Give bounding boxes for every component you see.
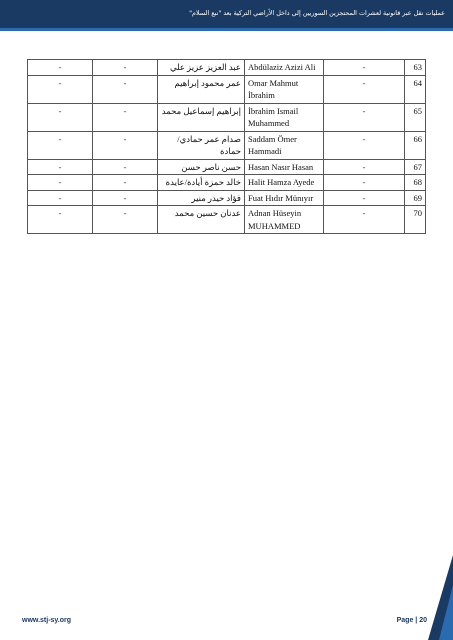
table-row bbox=[28, 75, 426, 103]
cell-number: 63 bbox=[405, 60, 426, 76]
table-row bbox=[28, 206, 426, 234]
cell-col5: - bbox=[93, 75, 158, 103]
cell-arabic-name: حسن ناصر حسن bbox=[158, 159, 245, 175]
cell-col6: - bbox=[28, 190, 93, 206]
cell-latin-name: Saddam Ömer Hammadi bbox=[245, 131, 324, 159]
cell-col5: - bbox=[93, 103, 158, 131]
cell-col2: - bbox=[324, 190, 405, 206]
cell-col2: - bbox=[324, 103, 405, 131]
cell-col6: - bbox=[28, 159, 93, 175]
cell-latin-name: İbrahim Ismail Muhammed bbox=[245, 103, 324, 131]
cell-arabic-name: عبد العزيز عزيز علي bbox=[158, 60, 245, 76]
cell-number: 65 bbox=[405, 103, 426, 131]
cell-col2: - bbox=[324, 60, 405, 76]
table-row bbox=[28, 131, 426, 159]
cell-number: 69 bbox=[405, 190, 426, 206]
cell-number: 68 bbox=[405, 175, 426, 191]
detainee-table bbox=[27, 59, 426, 234]
cell-col5: - bbox=[93, 206, 158, 234]
table-row bbox=[28, 190, 426, 206]
cell-latin-name: Fuat Hıdır Münıyır bbox=[245, 190, 324, 206]
cell-col2: - bbox=[324, 75, 405, 103]
table-row bbox=[28, 175, 426, 191]
table-row bbox=[28, 60, 426, 76]
cell-number: 66 bbox=[405, 131, 426, 159]
table-row bbox=[28, 103, 426, 131]
cell-col6: - bbox=[28, 60, 93, 76]
cell-col6: - bbox=[28, 75, 93, 103]
cell-number: 67 bbox=[405, 159, 426, 175]
table-body bbox=[28, 60, 426, 234]
cell-arabic-name: خالد حمزة أيادة/عايدة bbox=[158, 175, 245, 191]
cell-col6: - bbox=[28, 175, 93, 191]
page-number: Page | 20 bbox=[396, 617, 427, 624]
cell-arabic-name: صدام عمر حمادي/حمادة bbox=[158, 131, 245, 159]
table-row bbox=[28, 159, 426, 175]
cell-col6: - bbox=[28, 131, 93, 159]
corner-decoration-light bbox=[439, 585, 453, 640]
cell-col5: - bbox=[93, 159, 158, 175]
cell-arabic-name: فؤاد حيدر منير bbox=[158, 190, 245, 206]
footer-url[interactable]: www.stj-sy.org bbox=[22, 617, 72, 624]
cell-col2: - bbox=[324, 206, 405, 234]
cell-col6: - bbox=[28, 206, 93, 234]
cell-latin-name: Halit Hamza Ayede bbox=[245, 175, 324, 191]
cell-col5: - bbox=[93, 60, 158, 76]
cell-col2: - bbox=[324, 131, 405, 159]
header-accent-line bbox=[0, 28, 453, 31]
cell-arabic-name: إبراهيم إسماعيل محمد bbox=[158, 103, 245, 131]
cell-latin-name: Abdülaziz Azizi Ali bbox=[245, 60, 324, 76]
cell-arabic-name: عدنان حسين محمد bbox=[158, 206, 245, 234]
cell-col5: - bbox=[93, 190, 158, 206]
header-band bbox=[0, 0, 453, 28]
cell-col2: - bbox=[324, 175, 405, 191]
cell-col5: - bbox=[93, 131, 158, 159]
cell-latin-name: Hasan Nasır Hasan bbox=[245, 159, 324, 175]
cell-col5: - bbox=[93, 175, 158, 191]
cell-latin-name: Omar Mahmut İbrahim bbox=[245, 75, 324, 103]
cell-number: 64 bbox=[405, 75, 426, 103]
cell-col2: - bbox=[324, 159, 405, 175]
cell-col6: - bbox=[28, 103, 93, 131]
cell-number: 70 bbox=[405, 206, 426, 234]
cell-arabic-name: عمر محمود إبراهيم bbox=[158, 75, 245, 103]
document-title: عمليات نقل عبر قانونية لعشرات المحتجزين السوريين إلى داخل الأراضي التركية بعد "نبع السلام" bbox=[189, 9, 445, 17]
cell-latin-name: Adnan Hüseyin MUHAMMED bbox=[245, 206, 324, 234]
